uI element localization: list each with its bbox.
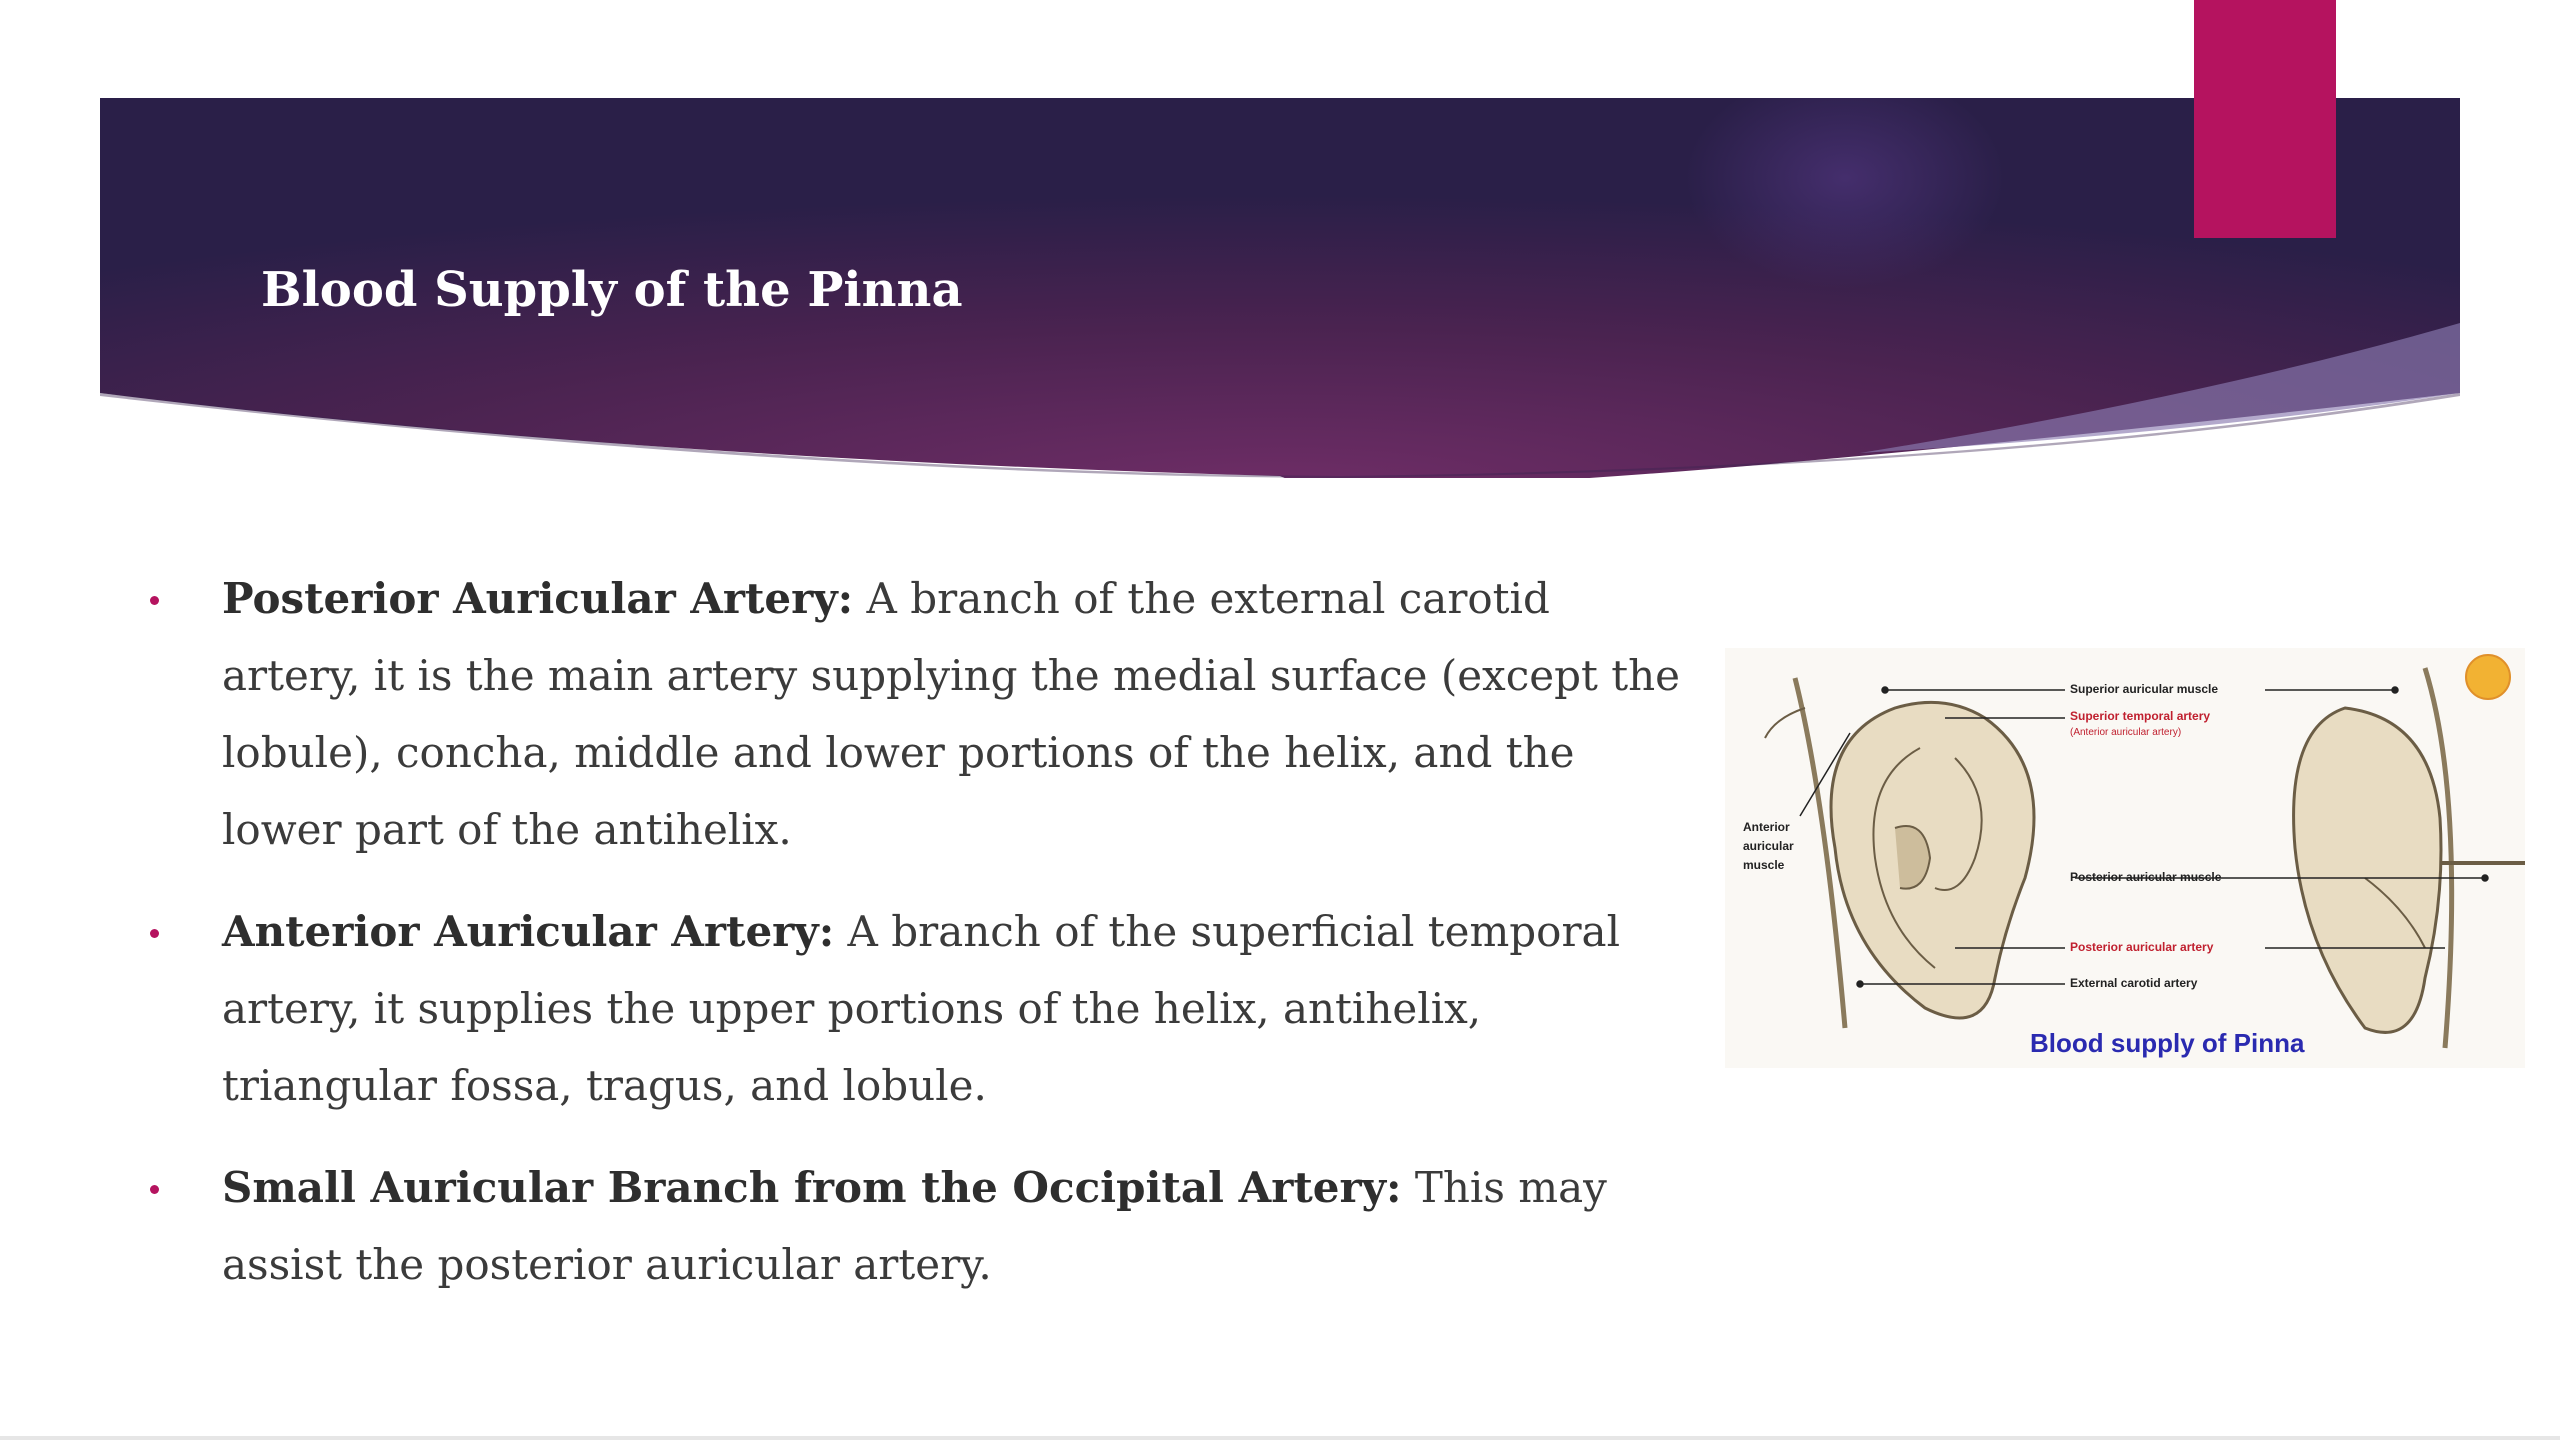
page-title: Blood Supply of the Pinna — [261, 262, 963, 318]
pinna-diagram — [1725, 648, 2525, 1068]
figure-caption: Blood supply of Pinna — [2030, 1028, 2305, 1058]
bullet-term: Posterior Auricular Artery: — [222, 574, 854, 623]
label-superior-temporal: Superior temporal artery — [2070, 709, 2211, 723]
list-item — [150, 1149, 1690, 1303]
accent-tab — [2194, 0, 2336, 238]
header-banner — [100, 98, 2460, 478]
label-superior-muscle: Superior auricular muscle — [2070, 682, 2219, 696]
label-posterior-muscle: Posterior auricular muscle — [2070, 870, 2222, 884]
bullet-icon — [150, 596, 159, 605]
footer-divider — [0, 1436, 2560, 1440]
bullet-term: Small Auricular Branch from the Occipital Artery: — [222, 1163, 1402, 1212]
bullet-text: A branch of the external carotid artery, it is the main artery supplying the medial surface (except the lobule), concha, middle and lower portions of the helix, and the lower part of the antihelix. — [222, 574, 1681, 854]
bullet-icon — [150, 1185, 159, 1194]
label-anterior-auricular: (Anterior auricular artery) — [2070, 727, 2182, 738]
label-posterior-artery: Posterior auricular artery — [2070, 940, 2214, 954]
list-item — [150, 893, 1690, 1124]
bullet-text: A branch of the superficial temporal artery, it supplies the upper portions of the helix, antihelix, triangular fossa, tragus, and lobule. — [222, 907, 1621, 1110]
bullet-text: This may assist the posterior auricular artery. — [222, 1163, 1607, 1289]
bullet-icon — [150, 929, 159, 938]
label-anterior-muscle: Anterior auricular muscle — [1743, 820, 1794, 872]
label-external-carotid: External carotid artery — [2070, 976, 2198, 990]
list-item — [150, 560, 1690, 868]
bullet-term: Anterior Auricular Artery: — [222, 907, 835, 956]
bullet-list — [150, 560, 1690, 1328]
author-avatar-icon — [2465, 654, 2511, 700]
